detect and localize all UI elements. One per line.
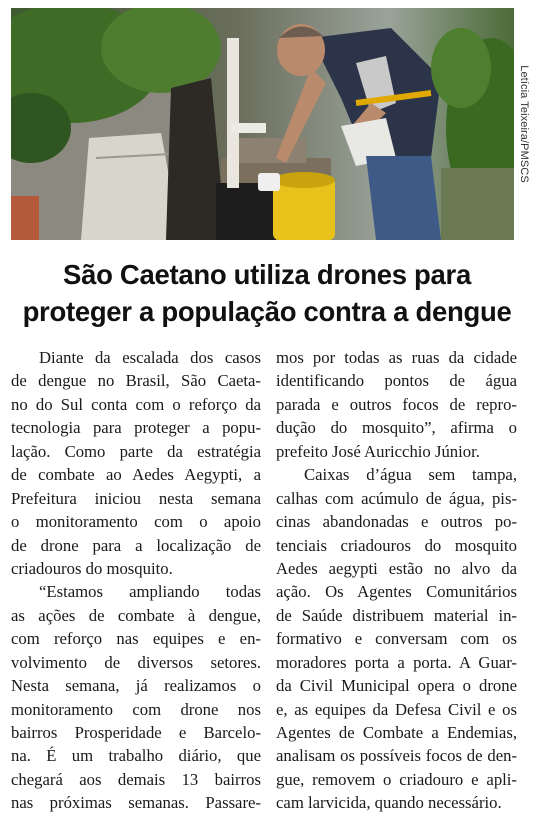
article-column-left — [11, 346, 261, 815]
text-line: Diante da escalada dos casos — [39, 348, 261, 367]
text-line: parada e outros focos de repro- — [276, 394, 517, 414]
text-line: lação. Como parte da estratégia — [11, 441, 261, 461]
text-line: de Saúde distribuem material in- — [276, 605, 517, 625]
text-line: na. É um trabalho diário, que — [11, 746, 261, 766]
article-column-right — [276, 346, 517, 815]
text-line: bairros Prosperidade e Barcelo- — [11, 723, 261, 742]
text-line: da Civil Municipal opera o drone — [276, 676, 517, 696]
text-line: monitoramento com drone nos — [11, 699, 261, 719]
text-line: Prefeitura iniciou nesta semana — [11, 488, 261, 508]
text-line: de combate ao Aedes Aegypti, a — [11, 465, 261, 485]
text-line: tenciais criadouros do mosquito — [276, 535, 517, 555]
photo-credit-text: Letícia Teixeira/PMSCS — [518, 65, 530, 183]
headline-line-2: proteger a população contra a dengue — [22, 296, 512, 327]
headline-line-1: São Caetano utiliza drones para — [63, 259, 471, 290]
photo-credit — [514, 8, 534, 240]
text-line: ação. Os Agentes Comunitários — [276, 582, 517, 602]
text-line: prefeito José Auricchio Júnior. — [276, 441, 480, 461]
text-line: cinas abandonadas e outros po- — [276, 512, 517, 532]
photo-illustration — [11, 8, 514, 240]
text-line: volvimento de diversos setores. — [11, 652, 261, 672]
text-line: e, as equipes da Defesa Civil e os — [276, 699, 517, 719]
text-line: mos por todas as ruas da cidade — [276, 348, 517, 367]
text-line: dução do mosquito”, afirma o — [276, 418, 517, 438]
text-line: gue, removem o criadouro e apli- — [276, 769, 517, 789]
text-line: tecnologia para proteger a popu- — [11, 418, 261, 438]
text-line: Nesta semana, já realizamos o — [11, 676, 261, 696]
text-line: de drone para a localização de — [11, 535, 261, 555]
text-line: identificando pontos de água — [276, 371, 517, 391]
text-line: com reforço nas equipes e en- — [11, 629, 261, 649]
text-line: formativo e conversam com os — [276, 629, 517, 649]
text-line: nas próximas semanas. Passare- — [11, 793, 261, 813]
text-line: Aedes aegypti estão no alvo da — [276, 558, 517, 578]
text-line: moradores porta a porta. A Guar- — [276, 652, 517, 672]
text-line: de dengue no Brasil, São Caeta- — [11, 371, 261, 391]
text-line: Agentes de Combate a Endemias, — [276, 723, 517, 742]
text-line: chegará aos demais 13 bairros — [11, 769, 261, 789]
text-line: analisam os possíveis focos de den- — [276, 746, 517, 766]
text-line: criadouros do mosquito. — [11, 558, 173, 578]
article-photo — [11, 8, 514, 240]
text-line: “Estamos ampliando todas — [39, 582, 261, 602]
text-line: cam larvicida, quando necessário. — [276, 793, 502, 813]
text-line: as ações de combate à dengue, — [11, 605, 261, 625]
text-line: no do Sul conta com o reforço da — [11, 394, 261, 414]
text-line: calhas com acúmulo de água, pis- — [276, 488, 517, 508]
text-line: Caixas d’água sem tampa, — [304, 465, 517, 485]
text-line: o monitoramento com o apoio — [11, 512, 261, 532]
article-headline — [0, 256, 534, 330]
